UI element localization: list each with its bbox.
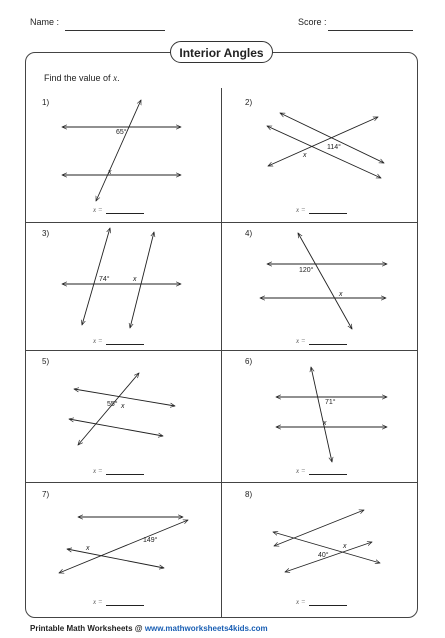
problem-number: 8) (245, 490, 253, 499)
x-label: x (133, 276, 137, 283)
problem-number: 7) (42, 490, 50, 499)
answer-label: x = (296, 337, 306, 345)
problem-number: 1) (42, 98, 50, 107)
problem-number: 3) (42, 229, 50, 238)
score-label: Score : (298, 17, 327, 27)
x-label: x (86, 545, 90, 552)
angle-label: 55° (107, 401, 118, 408)
footer (30, 624, 268, 633)
angle-label: 65° (116, 129, 127, 136)
worksheet-title: Interior Angles (170, 41, 273, 63)
angle-label: 74° (99, 276, 110, 283)
x-label: x (108, 169, 112, 176)
answer-label: x = (93, 467, 103, 475)
footer-url-link[interactable]: www.mathworksheets4kids.com (144, 624, 268, 633)
problem-number: 2) (245, 98, 253, 107)
angle-label: 71° (325, 399, 336, 406)
name-label: Name : (30, 17, 60, 27)
answer-label: x = (93, 598, 103, 606)
x-label: x (303, 152, 307, 159)
angle-label: 40° (318, 552, 329, 559)
answer-label: x = (93, 206, 103, 214)
angle-label: 120° (299, 267, 314, 274)
x-label: x (121, 403, 125, 410)
instruction-text: Find the value of (44, 73, 111, 83)
problem-number: 5) (42, 357, 50, 366)
x-label: x (339, 291, 343, 298)
answer-label: x = (296, 206, 306, 214)
angle-label: 149° (143, 537, 158, 544)
instruction-var: x (113, 73, 118, 83)
angle-label: 114° (327, 144, 341, 151)
answer-label: x = (93, 337, 103, 345)
answer-label: x = (296, 598, 306, 606)
answer-label: x = (296, 467, 306, 475)
problem-number: 6) (245, 357, 253, 366)
footer-brand: Printable Math Worksheets @ (30, 624, 143, 633)
x-label: x (343, 543, 347, 550)
x-label: x (323, 420, 327, 427)
instruction-end: . (117, 73, 120, 83)
problem-number: 4) (245, 229, 253, 238)
